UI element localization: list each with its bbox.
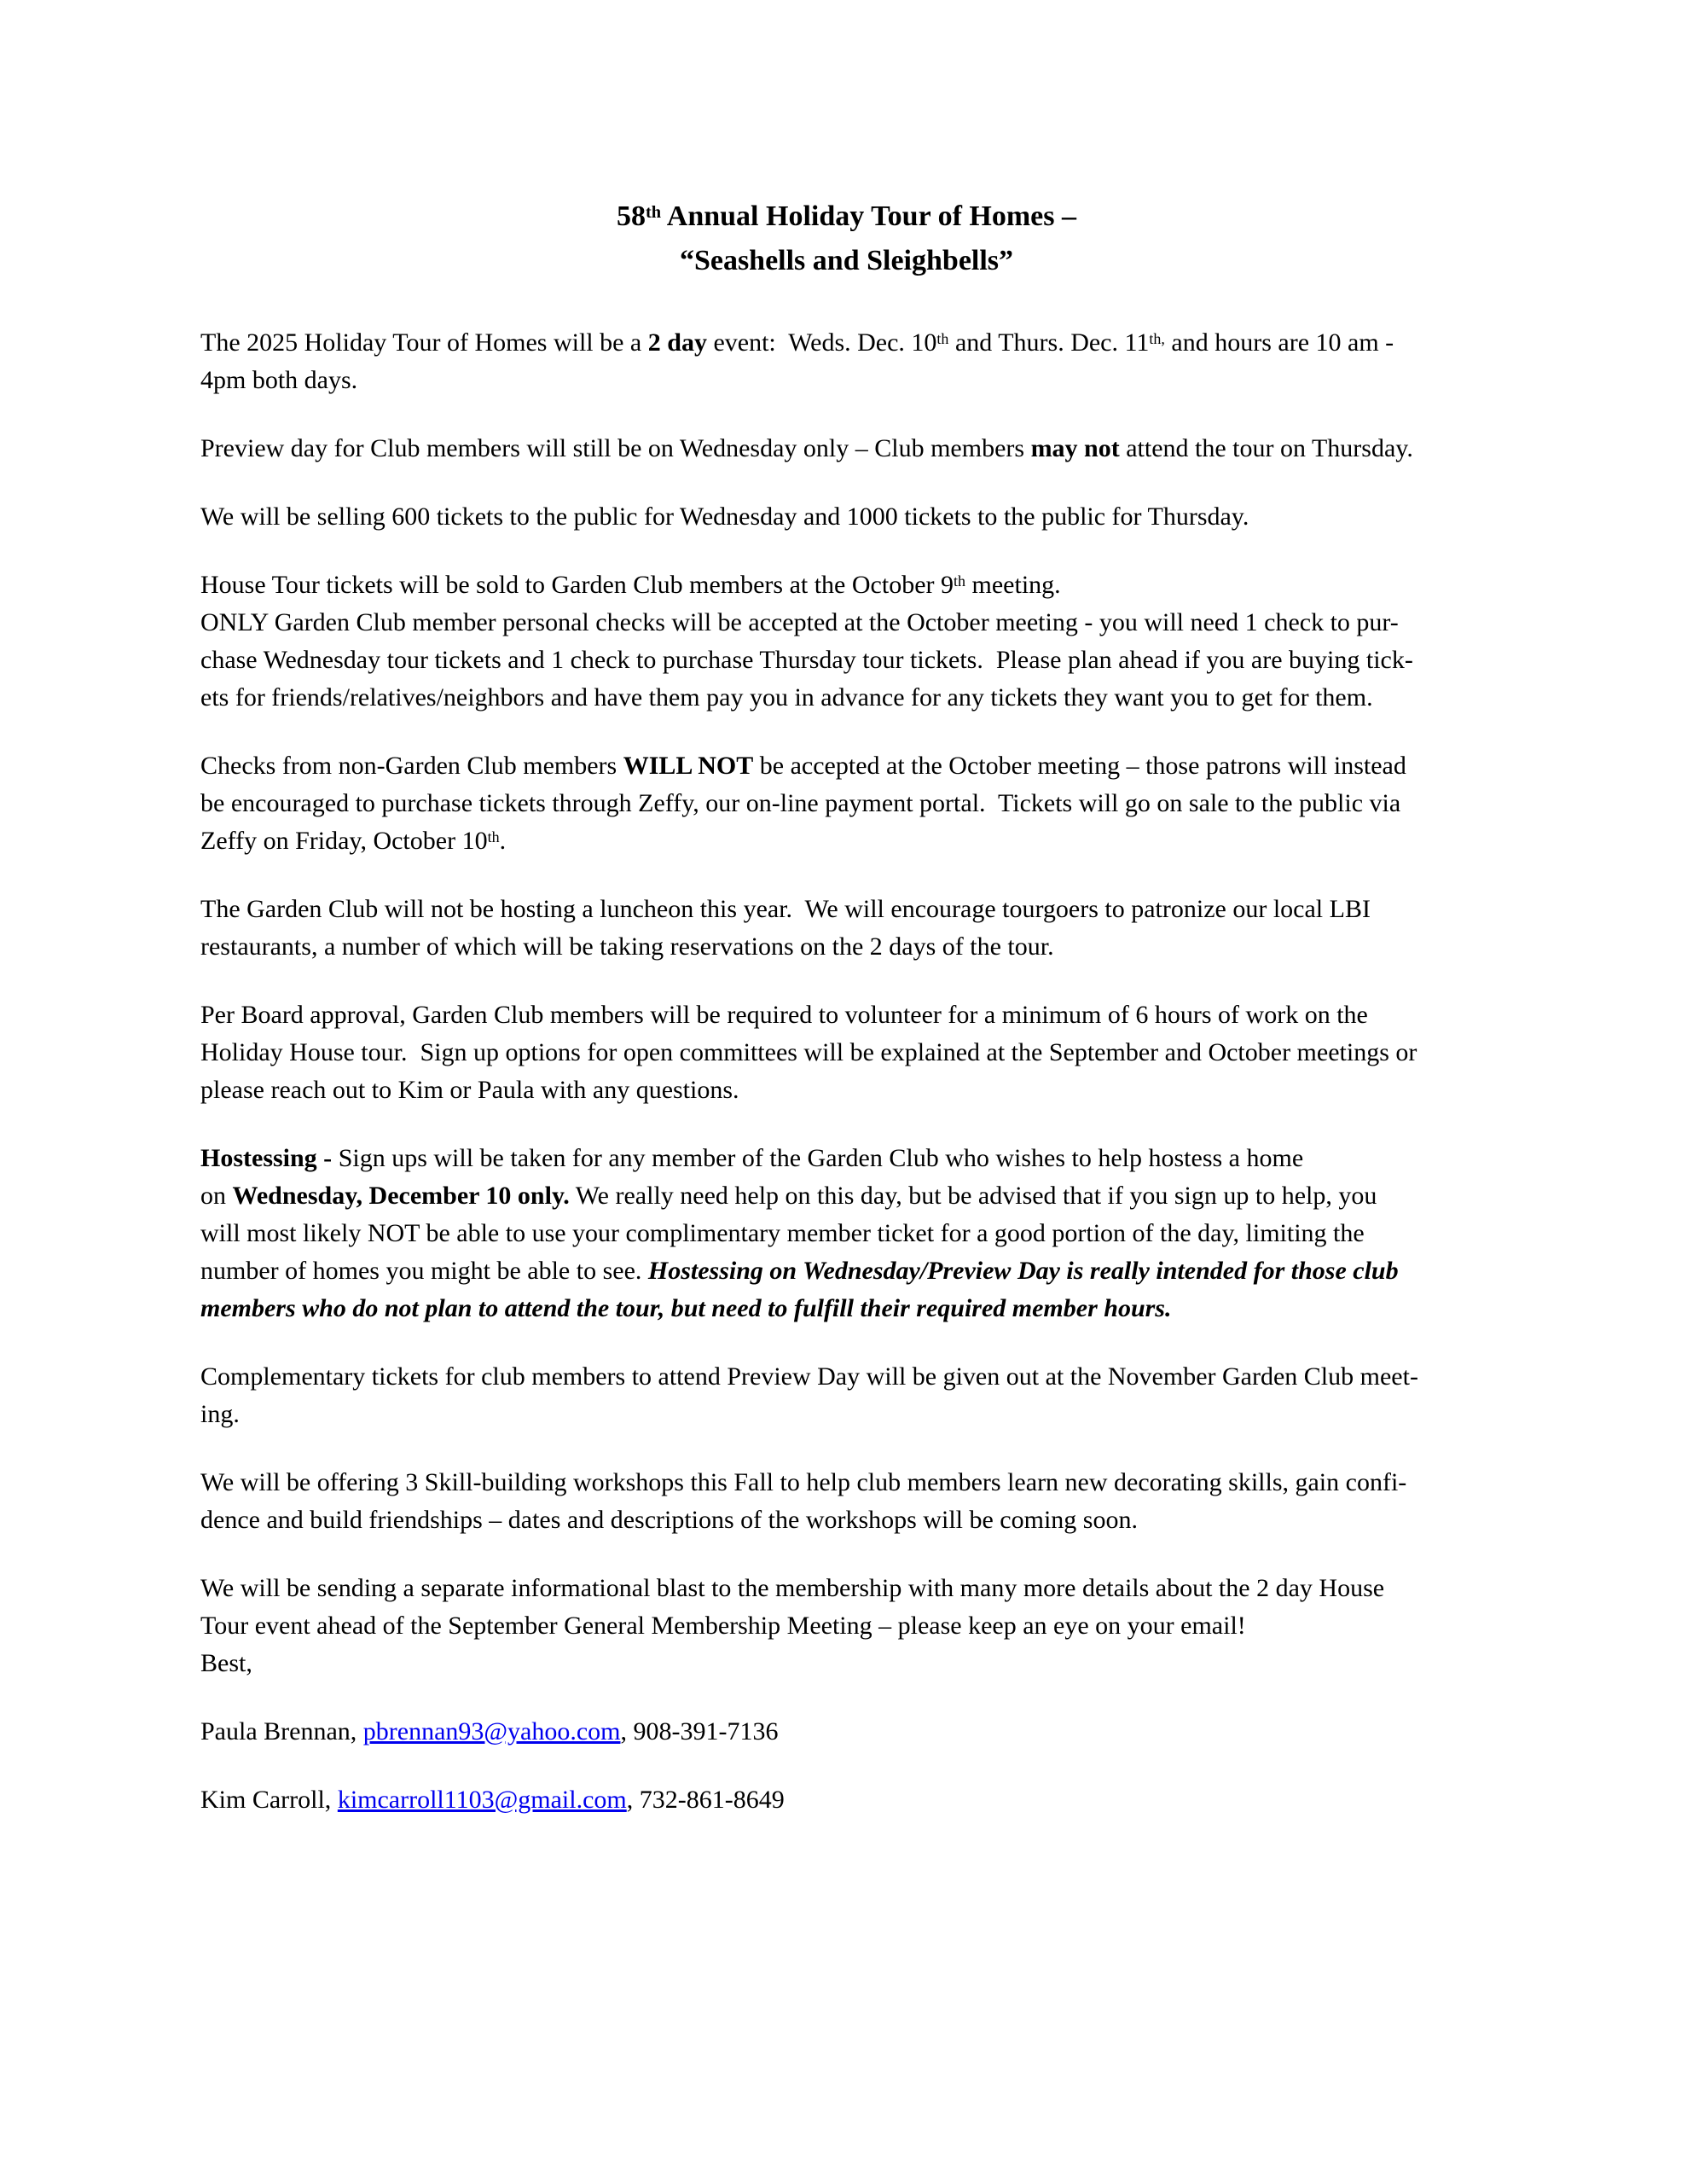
text-run: th bbox=[954, 572, 966, 590]
text-run: We really need help on this day, but be advised that if you sign up to help, you bbox=[569, 1182, 1377, 1210]
hostessing-paragraph bbox=[200, 1140, 1493, 1327]
text-run: We will be selling 600 tickets to the public for Wednesday and 1000 tickets to the public for Thursday. bbox=[200, 502, 1249, 531]
text-run: Complementary tickets for club members to attend Preview Day will be given out at the November Garden Club meet- bbox=[200, 1362, 1418, 1391]
text-run: and Thurs. Dec. 11 bbox=[948, 328, 1150, 357]
text-line bbox=[200, 498, 1493, 536]
text-line bbox=[200, 785, 1493, 822]
public-ticket-counts-paragraph bbox=[200, 498, 1493, 536]
text-run: Wednesday, December 10 only. bbox=[232, 1182, 570, 1210]
text-run: We will be offering 3 Skill-building workshops this Fall to help club members learn new decorating skills, gain confi- bbox=[200, 1468, 1407, 1496]
complementary-tickets-paragraph bbox=[200, 1358, 1493, 1433]
email-blast-paragraph bbox=[200, 1570, 1493, 1682]
text-line bbox=[200, 928, 1493, 966]
text-run: Hostessing on Wednesday/Preview Day is really intended for those club bbox=[647, 1257, 1399, 1285]
text-run: Preview day for Club members will still be on Wednesday only – Club members bbox=[200, 434, 1031, 462]
member-ticket-sales-paragraph bbox=[200, 566, 1493, 717]
text-run: ing. bbox=[200, 1400, 240, 1428]
text-run: event: Weds. Dec. 10 bbox=[706, 328, 937, 357]
text-run: th, bbox=[1149, 329, 1165, 347]
paula-email-link[interactable]: pbrennan93@yahoo.com bbox=[362, 1717, 621, 1745]
text-run: Annual Holiday Tour of Homes – bbox=[661, 200, 1076, 232]
text-run: Sign ups will be taken for any member of the Garden Club who wishes to help hostess a home bbox=[332, 1144, 1304, 1172]
text-run: Zeffy on Friday, October 10 bbox=[200, 827, 488, 855]
text-run: Per Board approval, Garden Club members will be required to volunteer for a minimum of 6 hours of work on the bbox=[200, 1001, 1368, 1029]
kim-email-link[interactable]: kimcarroll1103@gmail.com bbox=[337, 1786, 627, 1814]
text-run: WILL NOT bbox=[623, 752, 754, 780]
text-line bbox=[200, 1570, 1493, 1607]
text-line bbox=[200, 430, 1493, 468]
text-run: may not bbox=[1030, 434, 1120, 462]
title-line bbox=[200, 239, 1493, 283]
text-line bbox=[200, 1713, 1493, 1751]
text-run: Checks from non-Garden Club members bbox=[200, 752, 623, 780]
text-run: meeting. bbox=[965, 571, 1061, 599]
text-run: th bbox=[936, 329, 949, 347]
luncheon-paragraph bbox=[200, 891, 1493, 966]
text-line bbox=[200, 1072, 1493, 1109]
text-run: 4pm both days. bbox=[200, 366, 358, 394]
text-run: The Garden Club will not be hosting a luncheon this year. We will encourage tourgoers to patronize our local LBI bbox=[200, 895, 1371, 923]
text-line bbox=[200, 1781, 1493, 1819]
text-run: on bbox=[200, 1182, 233, 1210]
text-run: restaurants, a number of which will be taking reservations on the 2 days of the tour. bbox=[200, 932, 1054, 961]
text-run: th bbox=[646, 202, 662, 222]
text-run: , 908-391-7136 bbox=[620, 1717, 779, 1745]
text-line bbox=[200, 1290, 1493, 1327]
text-line bbox=[200, 1177, 1493, 1215]
text-line bbox=[200, 679, 1493, 717]
non-member-checks-paragraph bbox=[200, 747, 1493, 860]
text-run: Hostessing - bbox=[200, 1144, 333, 1172]
text-line bbox=[200, 891, 1493, 928]
text-run: We will be sending a separate informational blast to the membership with many more details about the 2 day House bbox=[200, 1574, 1385, 1602]
text-run: members who do not plan to attend the tour, but need to fulfill their required member hours. bbox=[200, 1294, 1172, 1322]
text-line bbox=[200, 1358, 1493, 1396]
contact-paula-paragraph bbox=[200, 1713, 1493, 1751]
text-line bbox=[200, 324, 1493, 362]
text-line bbox=[200, 1396, 1493, 1433]
text-run: be encouraged to purchase tickets through Zeffy, our on-line payment portal. Tickets will go on sale to the public via bbox=[200, 789, 1401, 817]
text-line bbox=[200, 1607, 1493, 1645]
text-line bbox=[200, 604, 1493, 642]
preview-day-paragraph bbox=[200, 430, 1493, 468]
text-run: Paula Brennan, bbox=[200, 1717, 363, 1745]
text-run: 2 day bbox=[647, 328, 707, 357]
text-run: The 2025 Holiday Tour of Homes will be a bbox=[200, 328, 648, 357]
text-run: House Tour tickets will be sold to Garden Club members at the October 9 bbox=[200, 571, 954, 599]
text-line bbox=[200, 1502, 1493, 1539]
contact-kim-paragraph bbox=[200, 1781, 1493, 1819]
text-run: attend the tour on Thursday. bbox=[1119, 434, 1413, 462]
document-title bbox=[200, 195, 1493, 283]
document-body bbox=[200, 324, 1493, 1819]
text-line bbox=[200, 1645, 1493, 1682]
text-run: Kim Carroll, bbox=[200, 1786, 338, 1814]
text-run: dence and build friendships – dates and descriptions of the workshops will be coming soon. bbox=[200, 1506, 1138, 1534]
text-run: number of homes you might be able to see. bbox=[200, 1257, 648, 1285]
text-run: Tour event ahead of the September General Membership Meeting – please keep an eye on your email! bbox=[200, 1612, 1246, 1640]
text-line bbox=[200, 1215, 1493, 1252]
text-run: 58 bbox=[617, 200, 646, 232]
text-run: chase Wednesday tour tickets and 1 check to purchase Thursday tour tickets. Please plan ahead if you are buying tick- bbox=[200, 646, 1413, 674]
text-line bbox=[200, 566, 1493, 604]
text-line bbox=[200, 996, 1493, 1034]
text-run: ets for friends/relatives/neighbors and have them pay you in advance for any tickets they want you to get for them. bbox=[200, 683, 1373, 712]
text-run: th bbox=[487, 828, 500, 845]
text-run: Best, bbox=[200, 1649, 252, 1677]
text-run: , 732-861-8649 bbox=[626, 1786, 785, 1814]
text-run: be accepted at the October meeting – those patrons will instead bbox=[753, 752, 1406, 780]
event-dates-paragraph bbox=[200, 324, 1493, 399]
text-line bbox=[200, 642, 1493, 679]
text-line bbox=[200, 1252, 1493, 1290]
text-line bbox=[200, 822, 1493, 860]
volunteer-requirement-paragraph bbox=[200, 996, 1493, 1109]
text-run: and hours are 10 am - bbox=[1164, 328, 1394, 357]
text-line bbox=[200, 362, 1493, 399]
text-run: Holiday House tour. Sign up options for open committees will be explained at the September and October meetings or bbox=[200, 1038, 1417, 1066]
text-run: please reach out to Kim or Paula with any questions. bbox=[200, 1076, 739, 1104]
text-run: “Seashells and Sleighbells” bbox=[679, 245, 1014, 276]
text-line bbox=[200, 1140, 1493, 1177]
workshops-paragraph bbox=[200, 1464, 1493, 1539]
text-line bbox=[200, 747, 1493, 785]
text-run: . bbox=[499, 827, 507, 855]
text-line bbox=[200, 1034, 1493, 1072]
text-run: will most likely NOT be able to use your complimentary member ticket for a good portion of the day, limiting the bbox=[200, 1219, 1365, 1247]
text-run: ONLY Garden Club member personal checks will be accepted at the October meeting - you will need 1 check to pur- bbox=[200, 608, 1399, 636]
text-line bbox=[200, 1464, 1493, 1502]
title-line bbox=[200, 195, 1493, 239]
